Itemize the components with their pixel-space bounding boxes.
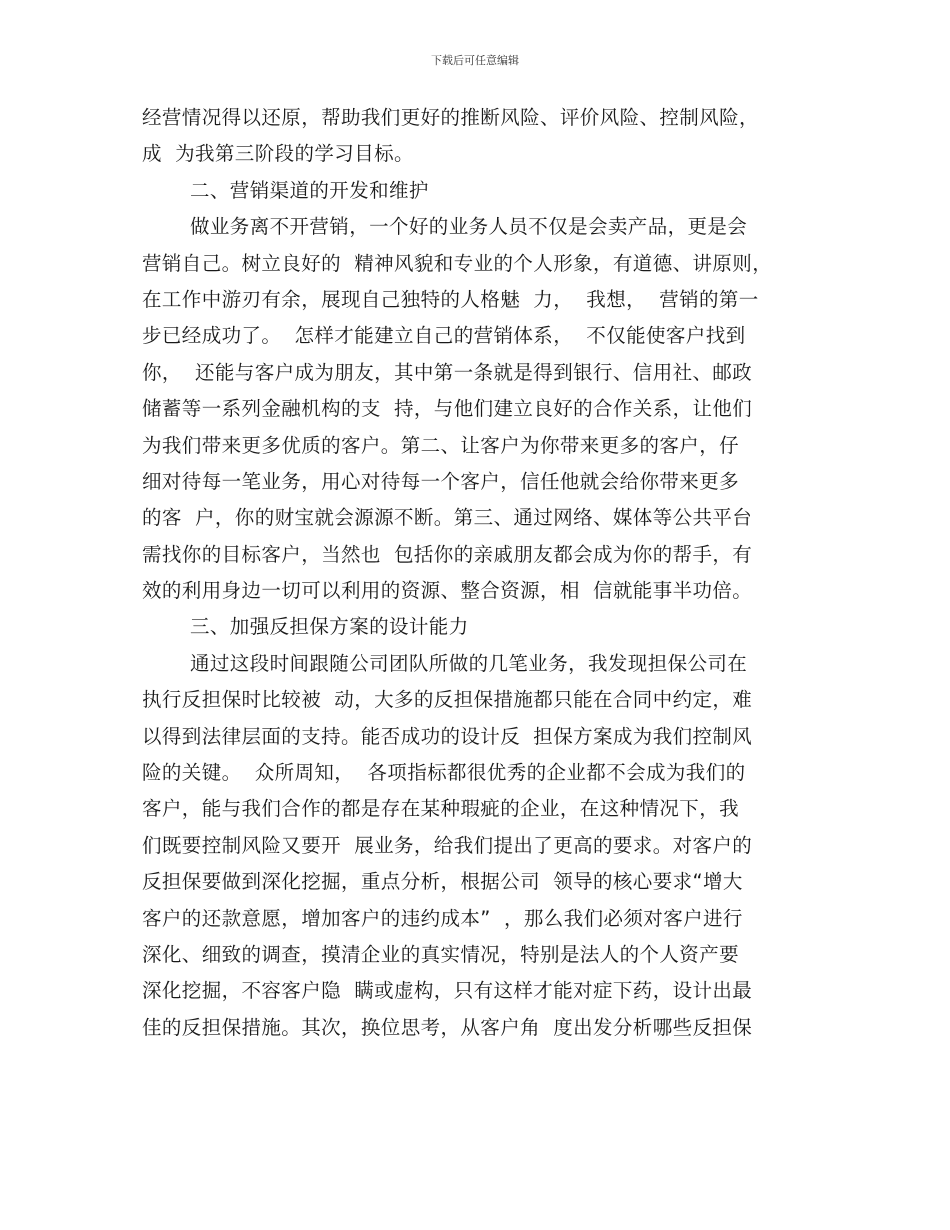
text-line: 客户，能与我们合作的都是存在某种瑕疵的企业，在这种情况下，我 (142, 797, 740, 821)
text-line: 以得到法律层面的支持。能否成功的设计反 担保方案成为我们控制风 (142, 724, 753, 748)
text-line: 成 为我第三阶段的学习目标。 (142, 142, 414, 166)
paragraph-start-line: 二、营销渠道的开发和维护 (190, 178, 429, 202)
text-line: 细对待每一笔业务，用心对待每一个客户，信任他就会给你带来更多 (142, 469, 740, 493)
paragraph-start-line: 通过这段时间跟随公司团队所做的几笔业务，我发现担保公司在 (190, 651, 748, 675)
document-body (142, 100, 822, 1046)
text-line: 佳的反担保措施。其次，换位思考，从客户角 度出发分析哪些反担保 (142, 1015, 753, 1039)
text-line: 为我们带来更多优质的客户。第二、让客户为你带来更多的客户，仔 (142, 433, 740, 457)
text-line: 执行反担保时比较被 动，大多的反担保措施都只能在合同中约定，难 (142, 688, 753, 712)
text-line: 的客 户，你的财宝就会源源不断。第三、通过网络、媒体等公共平台 (142, 506, 753, 530)
text-line: 深化、细致的调查，摸清企业的真实情况，特别是法人的个人资产要 (142, 942, 740, 966)
page-header: 下载后可任意编辑 (431, 54, 519, 67)
text-line: 你， 还能与客户成为朋友，其中第一条就是得到银行、信用社、邮政 (142, 360, 753, 384)
text-line: 经营情况得以还原，帮助我们更好的推断风险、评价风险、控制风险， (142, 106, 759, 129)
text-line: 营销自己。树立良好的 精神风貌和专业的个人形象，有道德、讲原则， (142, 251, 773, 275)
text-line: 客户的还款意愿，增加客户的违约成本” ，那么我们必须对客户进行 (142, 906, 743, 930)
paragraph-start-line: 三、加强反担保方案的设计能力 (190, 615, 469, 639)
paragraph-start-line: 做业务离不开营销，一个好的业务人员不仅是会卖产品，更是会 (190, 215, 748, 239)
text-line: 们既要控制风险又要开 展业务，给我们提出了更高的要求。对客户的 (142, 833, 753, 857)
text-line: 深化挖掘，不容客户隐 瞒或虚构，只有这样才能对症下药，设计出最 (142, 979, 753, 1003)
text-line: 反担保要做到深化挖掘，重点分析，根据公司 领导的核心要求“增大 (142, 870, 743, 894)
text-line: 险的关键。 众所周知， 各项指标都很优秀的企业都不会成为我们的 (142, 761, 746, 785)
text-line: 需找你的目标客户，当然也 包括你的亲戚朋友都会成为你的帮手，有 (142, 542, 753, 566)
text-line: 步已经成功了。 怎样才能建立自己的营销体系， 不仅能使客户找到 (142, 324, 746, 348)
text-line: 效的利用身边一切可以利用的资源、整合资源，相 信就能事半功倍。 (142, 579, 753, 603)
text-line: 在工作中游刃有余，展现自己独特的人格魅 力， 我想， 营销的第一 (142, 287, 759, 311)
text-line: 储蓄等一系列金融机构的支 持，与他们建立良好的合作关系，让他们 (142, 397, 753, 421)
